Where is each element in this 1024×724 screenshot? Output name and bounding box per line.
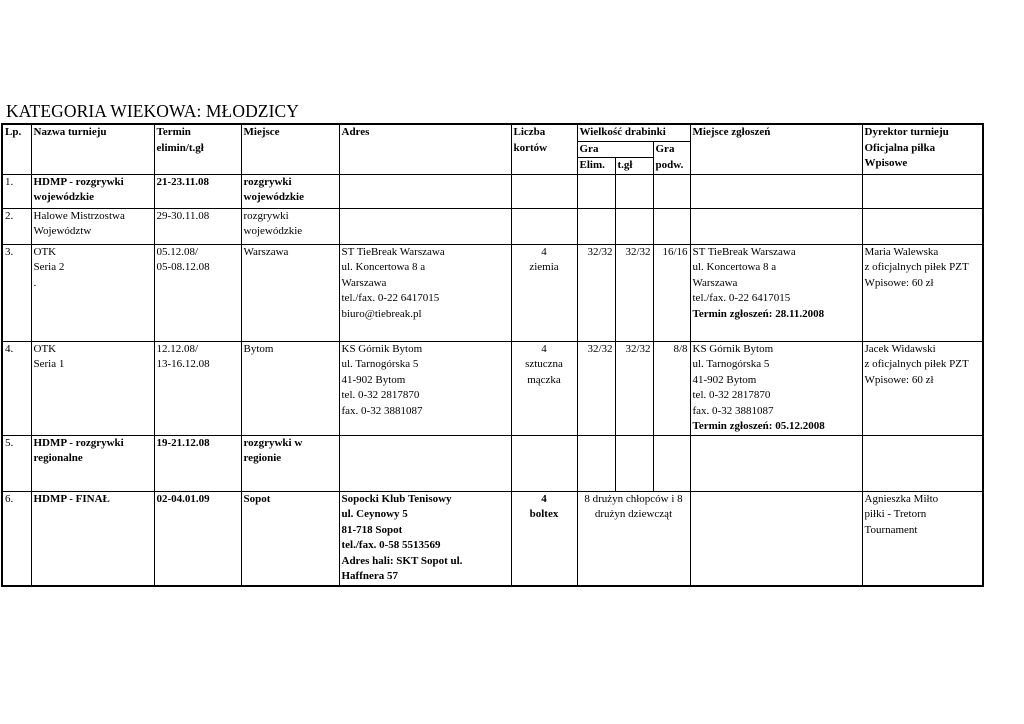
row-elim — [577, 208, 615, 244]
row-lp — [2, 208, 31, 244]
row-courts — [511, 341, 577, 435]
row-courts-line: 4 — [541, 245, 547, 258]
row-name-line: OTK — [33, 342, 57, 355]
row-courts — [511, 491, 577, 586]
row-address-line: Warszawa — [341, 276, 387, 289]
row-term-line: 13-16.12.08 — [156, 358, 210, 370]
header-lp: Lp. — [2, 124, 31, 174]
header-draw-size: Wielkość drabinki — [577, 124, 690, 141]
row-address-line: 41-902 Bytom — [341, 373, 406, 386]
row-director — [862, 244, 983, 341]
row-elim-line: 32/32 — [587, 342, 613, 355]
row-podw — [653, 435, 690, 491]
row-place-line: rozgrywki w — [243, 436, 303, 449]
row-lp-line: 5. — [5, 436, 14, 449]
row-lp-line: 4. — [5, 342, 14, 355]
row-director-line: piłki - Tretorn — [864, 508, 927, 520]
row-entry-place — [690, 435, 862, 491]
row-place — [241, 208, 339, 244]
page-title: KATEGORIA WIEKOWA: MŁODZICY — [6, 101, 300, 121]
row-address-line: biuro@tiebreak.pl — [341, 307, 422, 320]
row-name-line: Seria 1 — [33, 358, 65, 370]
row-director-line: Wpisowe: 60 zł — [864, 373, 934, 386]
row-term-line: 05-08.12.08 — [156, 261, 210, 273]
row-tgl — [615, 435, 653, 491]
row-address — [339, 491, 511, 586]
row-place-line: rozgrywki — [243, 175, 292, 188]
row-draw-size-line: 8 drużyn chłopców i 8 — [584, 492, 683, 505]
entry-deadline: Termin zgłoszeń: 05.12.2008 — [692, 420, 825, 432]
row-address-line: tel./fax. 0-58 5513569 — [341, 539, 441, 551]
row-place-line: Warszawa — [243, 245, 289, 258]
row-lp-line: 1. — [5, 175, 14, 188]
row-director-line: Agnieszka Miłto — [864, 492, 939, 505]
row-podw — [653, 174, 690, 208]
row-elim — [577, 341, 615, 435]
row-director — [862, 208, 983, 244]
header-entry-place: Miejsce zgłoszeń — [690, 124, 862, 174]
row-director-line: z oficjalnych piłek PZT — [864, 358, 969, 370]
row-tgl — [615, 244, 653, 341]
row-term-line: 19-21.12.08 — [156, 436, 210, 449]
table-row — [2, 244, 983, 341]
table-row — [2, 435, 983, 491]
row-address-line: tel. 0-32 2817870 — [341, 389, 420, 401]
row-address — [339, 435, 511, 491]
row-name-line: wojewódzkie — [33, 191, 94, 203]
row-entry-place-line: KS Górnik Bytom — [692, 342, 774, 355]
row-courts-line: 4 — [541, 492, 547, 505]
row-name-line: HDMP - rozgrywki — [33, 175, 124, 188]
row-courts — [511, 174, 577, 208]
row-name-line: OTK — [33, 245, 57, 258]
row-name-line: HDMP - rozgrywki — [33, 436, 124, 449]
row-name-line: regionalne — [33, 452, 83, 464]
row-lp — [2, 174, 31, 208]
row-address-line: tel./fax. 0-22 6417015 — [341, 292, 440, 304]
row-lp — [2, 244, 31, 341]
header-term: Termin elimin/t.gł — [154, 124, 241, 174]
row-address-line: Sopocki Klub Tenisowy — [341, 492, 452, 505]
row-term — [154, 174, 241, 208]
row-name — [31, 491, 154, 586]
row-draw-size — [577, 491, 690, 586]
row-courts — [511, 435, 577, 491]
row-name — [31, 244, 154, 341]
row-name-line: Województw — [33, 225, 92, 237]
row-address-line: Adres hali: SKT Sopot ul. — [341, 554, 463, 567]
row-courts — [511, 208, 577, 244]
row-term — [154, 208, 241, 244]
row-tgl — [615, 341, 653, 435]
row-address — [339, 341, 511, 435]
row-elim-line: 32/32 — [587, 245, 613, 258]
row-place-line: wojewódzkie — [243, 191, 304, 203]
row-entry-place-line: tel. 0-32 2817870 — [692, 389, 771, 401]
row-courts-line: 4 — [541, 342, 547, 355]
row-tgl-line: 32/32 — [625, 342, 651, 355]
row-draw-size-line: drużyn dziewcząt — [594, 508, 673, 520]
row-lp — [2, 435, 31, 491]
row-name-line: HDMP - FINAŁ — [33, 492, 110, 505]
row-name-line: . — [33, 276, 37, 289]
row-lp — [2, 491, 31, 586]
row-term-line: 29-30.11.08 — [156, 209, 210, 222]
row-entry-place-line: tel./fax. 0-22 6417015 — [692, 292, 791, 304]
row-place-line: rozgrywki — [243, 209, 289, 222]
row-address-line: ul. Koncertowa 8 a — [341, 261, 426, 273]
row-courts-line: ziemia — [529, 261, 559, 273]
tournament-table — [1, 123, 984, 587]
row-place — [241, 491, 339, 586]
row-director — [862, 491, 983, 586]
row-place-line: Sopot — [243, 492, 271, 505]
row-place — [241, 244, 339, 341]
table-body — [2, 174, 983, 586]
row-courts-line: sztuczna — [525, 358, 563, 370]
row-term — [154, 435, 241, 491]
row-entry-place — [690, 244, 862, 341]
row-podw — [653, 341, 690, 435]
row-place-line: Bytom — [243, 342, 274, 355]
header-place: Miejsce — [241, 124, 339, 174]
row-lp — [2, 341, 31, 435]
row-podw — [653, 244, 690, 341]
row-name-line: Halowe Mistrzostwa — [33, 209, 125, 222]
header-name: Nazwa turnieju — [31, 124, 154, 174]
row-director — [862, 341, 983, 435]
header-podw: podw. — [653, 158, 690, 175]
row-director-line: Jacek Widawski — [864, 342, 936, 355]
row-entry-place-line: ul. Koncertowa 8 a — [692, 261, 777, 273]
header-gra-singles: Gra — [577, 141, 653, 158]
row-courts-line: boltex — [529, 508, 559, 520]
row-lp-line: 3. — [5, 245, 14, 258]
header-address: Adres — [339, 124, 511, 174]
table-header — [2, 124, 983, 174]
table-row — [2, 491, 983, 586]
row-entry-place — [690, 208, 862, 244]
row-director-line: Maria Walewska — [864, 245, 939, 258]
row-elim — [577, 244, 615, 341]
row-term — [154, 244, 241, 341]
row-entry-place-line: fax. 0-32 3881087 — [692, 404, 774, 417]
row-name-line: Seria 2 — [33, 261, 65, 273]
row-lp-line: 2. — [5, 209, 14, 222]
row-term — [154, 491, 241, 586]
row-tgl — [615, 174, 653, 208]
row-term-line: 21-23.11.08 — [156, 175, 210, 188]
row-director — [862, 435, 983, 491]
header-courts: Liczba kortów — [511, 124, 577, 174]
row-name — [31, 208, 154, 244]
row-place-line: regionie — [243, 452, 282, 464]
row-place-line: wojewódzkie — [243, 225, 303, 237]
header-tgl: t.gł — [615, 158, 653, 175]
header-gra-doubles: Gra — [653, 141, 690, 158]
row-address-line: fax. 0-32 3881087 — [341, 404, 423, 417]
row-entry-place-line: 41-902 Bytom — [692, 373, 757, 386]
row-term-line: 12.12.08/ — [156, 342, 199, 355]
row-director — [862, 174, 983, 208]
row-entry-place-line: ST TieBreak Warszawa — [692, 245, 796, 258]
table-row — [2, 208, 983, 244]
row-entry-place-line: ul. Tarnogórska 5 — [692, 358, 770, 370]
row-podw — [653, 208, 690, 244]
row-address — [339, 208, 511, 244]
row-term — [154, 341, 241, 435]
row-courts — [511, 244, 577, 341]
row-term-line: 05.12.08/ — [156, 245, 199, 258]
row-elim — [577, 435, 615, 491]
row-tgl-line: 32/32 — [625, 245, 651, 258]
row-director-line: z oficjalnych piłek PZT — [864, 261, 969, 273]
row-term-line: 02-04.01.09 — [156, 492, 210, 505]
row-name — [31, 174, 154, 208]
row-director-line: Wpisowe: 60 zł — [864, 276, 934, 289]
row-name — [31, 435, 154, 491]
row-address-line: ST TieBreak Warszawa — [341, 245, 445, 258]
row-elim — [577, 174, 615, 208]
row-entry-place — [690, 341, 862, 435]
header-elim: Elim. — [577, 158, 615, 175]
row-entry-place — [690, 491, 862, 586]
row-address — [339, 244, 511, 341]
row-podw-line: 8/8 — [673, 342, 688, 355]
row-director-line: Tournament — [864, 523, 918, 536]
row-address-line: Haffnera 57 — [341, 570, 399, 582]
table-row — [2, 341, 983, 435]
table-row — [2, 174, 983, 208]
row-address-line: ul. Ceynowy 5 — [341, 508, 408, 520]
entry-deadline: Termin zgłoszeń: 28.11.2008 — [692, 307, 825, 320]
row-courts-line: mączka — [527, 373, 561, 386]
row-place — [241, 341, 339, 435]
row-lp-line: 6. — [5, 492, 14, 505]
row-address-line: KS Górnik Bytom — [341, 342, 423, 355]
row-place — [241, 435, 339, 491]
row-address — [339, 174, 511, 208]
row-podw-line: 16/16 — [662, 245, 688, 258]
row-entry-place-line: Warszawa — [692, 276, 738, 289]
row-place — [241, 174, 339, 208]
row-address-line: 81-718 Sopot — [341, 523, 403, 536]
row-address-line: ul. Tarnogórska 5 — [341, 358, 419, 370]
header-director: Dyrektor turnieju Oficjalna piłka Wpisowe — [862, 124, 983, 174]
row-entry-place — [690, 174, 862, 208]
row-tgl — [615, 208, 653, 244]
row-name — [31, 341, 154, 435]
